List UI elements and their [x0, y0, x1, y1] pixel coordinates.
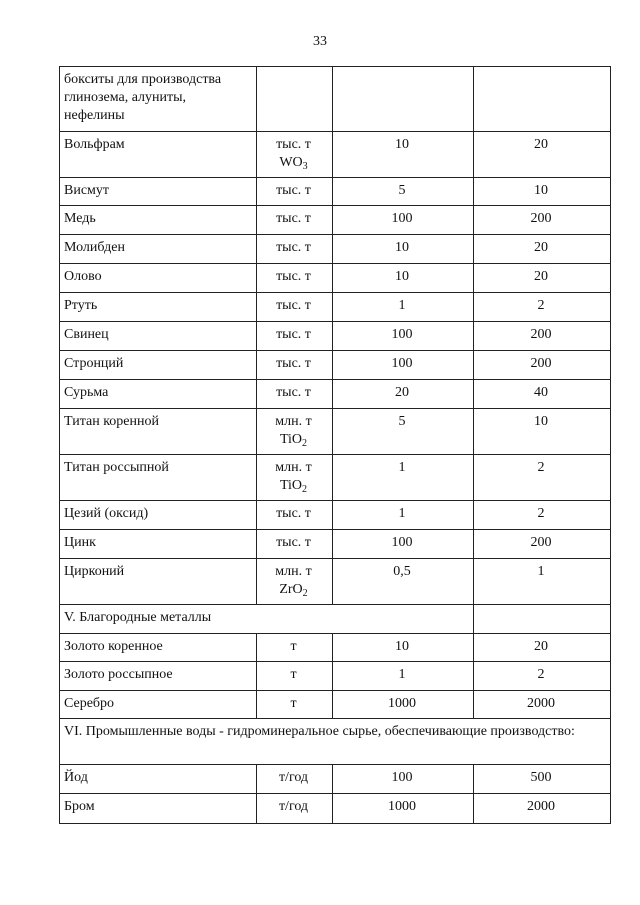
- unit: тыс. т: [276, 137, 311, 152]
- table-body: [60, 67, 611, 824]
- unit-cell: [257, 409, 333, 455]
- table-row: [60, 178, 611, 206]
- value-2: 2: [474, 662, 611, 691]
- unit-cell: [257, 206, 333, 235]
- table-row: [60, 235, 611, 264]
- unit: тыс. т: [276, 506, 311, 521]
- table-row: [60, 264, 611, 293]
- table-row: [60, 380, 611, 409]
- resource-name: Цезий (оксид): [60, 501, 257, 530]
- resource-name: Ртуть: [60, 293, 257, 322]
- compound-subscript: 2: [302, 438, 308, 449]
- value-2: 40: [474, 380, 611, 409]
- resource-name: Золото коренное: [60, 634, 257, 662]
- table-row: [60, 293, 611, 322]
- value-1: 10: [333, 235, 474, 264]
- resource-name: Золото россыпное: [60, 662, 257, 691]
- unit-cell: [257, 380, 333, 409]
- unit: т: [290, 667, 297, 682]
- section-title: VI. Промышленные воды - гидроминеральное сырье, обеспечивающие производство:: [60, 719, 611, 765]
- table-row: [60, 662, 611, 691]
- unit-cell: [257, 235, 333, 264]
- value-1: 5: [333, 409, 474, 455]
- unit: тыс. т: [276, 385, 311, 400]
- value-1: 100: [333, 206, 474, 235]
- table-row: [60, 206, 611, 235]
- unit-cell: [257, 67, 333, 132]
- unit: т/год: [278, 799, 309, 814]
- value-2: 2: [474, 293, 611, 322]
- resource-name: Титан коренной: [60, 409, 257, 455]
- value-2: 200: [474, 351, 611, 380]
- compound-formula: TiO: [279, 478, 303, 493]
- unit: млн. т: [275, 460, 312, 475]
- table-row: [60, 132, 611, 178]
- value-1: 10: [333, 264, 474, 293]
- unit-compound: [261, 581, 326, 599]
- value-2: 20: [474, 132, 611, 178]
- resource-name: Сурьма: [60, 380, 257, 409]
- value-1: 100: [333, 351, 474, 380]
- table-row: [60, 501, 611, 530]
- unit-cell: [257, 765, 333, 794]
- unit: тыс. т: [276, 269, 311, 284]
- value-1: 1000: [333, 691, 474, 719]
- table-row: [60, 409, 611, 455]
- table-row: [60, 530, 611, 559]
- value-1: [333, 67, 474, 132]
- table-row: [60, 351, 611, 380]
- value-1: 1000: [333, 794, 474, 824]
- table-row: [60, 691, 611, 719]
- unit-cell: [257, 794, 333, 824]
- value-2: 200: [474, 530, 611, 559]
- section-title: V. Благородные металлы: [60, 605, 474, 634]
- value-1: 10: [333, 634, 474, 662]
- unit: т: [290, 639, 297, 654]
- unit: тыс. т: [276, 240, 311, 255]
- table-row: [60, 634, 611, 662]
- table-row: [60, 322, 611, 351]
- section-row: [60, 605, 611, 634]
- compound-subscript: 2: [302, 484, 308, 495]
- value-2: 1: [474, 559, 611, 605]
- value-2: 2: [474, 501, 611, 530]
- value-1: 1: [333, 501, 474, 530]
- value-1: 0,5: [333, 559, 474, 605]
- compound-formula: TiO: [279, 432, 303, 447]
- value-1: 100: [333, 322, 474, 351]
- unit-cell: [257, 559, 333, 605]
- table-row: [60, 794, 611, 824]
- unit: тыс. т: [276, 535, 311, 550]
- table-row: [60, 765, 611, 794]
- value-1: 20: [333, 380, 474, 409]
- resource-name: Вольфрам: [60, 132, 257, 178]
- value-1: 1: [333, 662, 474, 691]
- value-2: 10: [474, 409, 611, 455]
- resource-name: Титан россыпной: [60, 455, 257, 501]
- unit-cell: [257, 132, 333, 178]
- value-1: 100: [333, 530, 474, 559]
- empty-cell: [474, 605, 611, 634]
- value-2: 200: [474, 206, 611, 235]
- unit-cell: [257, 322, 333, 351]
- unit-cell: [257, 264, 333, 293]
- unit: тыс. т: [276, 211, 311, 226]
- unit-cell: [257, 178, 333, 206]
- value-2: 2000: [474, 794, 611, 824]
- resource-name: бокситы для производства глинозема, алуниты, нефелины: [60, 67, 257, 132]
- unit-cell: [257, 530, 333, 559]
- value-2: 500: [474, 765, 611, 794]
- compound-subscript: 3: [302, 161, 308, 172]
- resource-name: Свинец: [60, 322, 257, 351]
- resources-table: [59, 66, 611, 824]
- resource-name: Бром: [60, 794, 257, 824]
- unit-cell: [257, 691, 333, 719]
- value-2: 200: [474, 322, 611, 351]
- resource-name: Медь: [60, 206, 257, 235]
- unit-compound: [261, 477, 326, 495]
- unit-compound: [261, 431, 326, 449]
- unit: тыс. т: [276, 327, 311, 342]
- resource-name: Олово: [60, 264, 257, 293]
- unit-cell: [257, 501, 333, 530]
- compound-formula: ZrO: [279, 582, 303, 597]
- resource-name: Йод: [60, 765, 257, 794]
- value-2: 20: [474, 264, 611, 293]
- unit-compound: [261, 154, 326, 172]
- value-2: 20: [474, 235, 611, 264]
- value-1: 1: [333, 293, 474, 322]
- unit: тыс. т: [276, 298, 311, 313]
- value-2: 2: [474, 455, 611, 501]
- unit-cell: [257, 634, 333, 662]
- resource-name: Висмут: [60, 178, 257, 206]
- resource-name: Молибден: [60, 235, 257, 264]
- value-2: 2000: [474, 691, 611, 719]
- value-1: 1: [333, 455, 474, 501]
- table-row: [60, 455, 611, 501]
- unit: тыс. т: [276, 183, 311, 198]
- resource-name: Цирконий: [60, 559, 257, 605]
- resource-name: Стронций: [60, 351, 257, 380]
- value-2: [474, 67, 611, 132]
- value-2: 10: [474, 178, 611, 206]
- unit: т: [290, 696, 297, 711]
- unit-cell: [257, 293, 333, 322]
- compound-formula: WO: [279, 155, 303, 170]
- page-number: 33: [313, 34, 327, 49]
- section-row: [60, 719, 611, 765]
- table-row: [60, 559, 611, 605]
- unit-cell: [257, 351, 333, 380]
- unit-cell: [257, 455, 333, 501]
- value-1: 5: [333, 178, 474, 206]
- resource-name: Серебро: [60, 691, 257, 719]
- table-row: [60, 67, 611, 132]
- compound-subscript: 2: [302, 588, 308, 599]
- unit: млн. т: [275, 564, 312, 579]
- value-2: 20: [474, 634, 611, 662]
- unit: тыс. т: [276, 356, 311, 371]
- unit-cell: [257, 662, 333, 691]
- value-1: 100: [333, 765, 474, 794]
- value-1: 10: [333, 132, 474, 178]
- resource-name: Цинк: [60, 530, 257, 559]
- unit: млн. т: [275, 414, 312, 429]
- unit: т/год: [278, 770, 309, 785]
